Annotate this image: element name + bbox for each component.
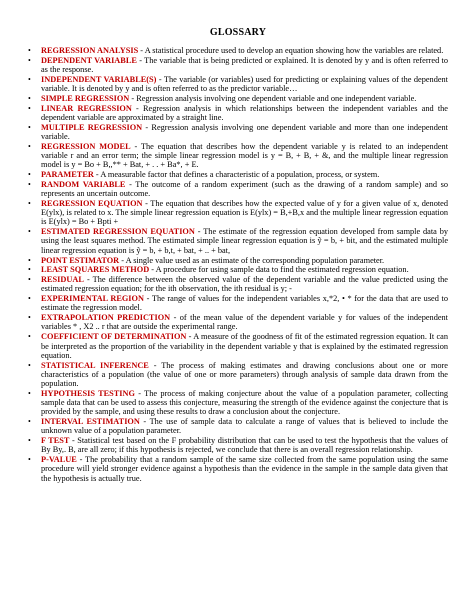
glossary-entry bbox=[28, 142, 448, 170]
glossary-term: RESIDUAL bbox=[41, 275, 84, 285]
bullet-icon: • bbox=[28, 455, 31, 465]
page-title: GLOSSARY bbox=[209, 27, 267, 38]
glossary-definition: - The estimate of the regression equation developed from sample data by using the least squares method. The estimated simple linear regression equation is ỹ = b, + bit, and the estimated multiple linear regression equation is ỹ = b, + b,t, + bat, + .. + bat, bbox=[41, 227, 449, 255]
glossary-entry bbox=[28, 180, 448, 199]
glossary-definition: - A procedure for using sample data to find the estimated regression equation. bbox=[149, 265, 409, 275]
bullet-icon: • bbox=[28, 332, 31, 342]
glossary-term: LEAST SQUARES METHOD bbox=[41, 265, 150, 275]
glossary-definition: - Statistical test based on the F probability distribution that can be used to test the hypothesis that the values of By By,. B, are all zero; if this hypothesis is rejected, we conclude that there is an overall regression relationship. bbox=[41, 436, 448, 455]
glossary-term: MULTIPLE REGRESSION bbox=[41, 122, 143, 132]
glossary-term: STATISTICAL INFERENCE bbox=[41, 360, 149, 370]
glossary-entry bbox=[28, 256, 448, 265]
glossary-entry bbox=[28, 46, 448, 55]
glossary-entry bbox=[28, 104, 448, 123]
glossary-term: LINEAR REGRESSION bbox=[41, 103, 132, 113]
glossary-entry bbox=[28, 389, 448, 417]
bullet-icon: • bbox=[28, 294, 31, 304]
glossary-term: PARAMETER bbox=[41, 170, 94, 180]
glossary-definition: - Regression analysis in which relationships between the independent variables and the dependent variable are approximated by a straight line. bbox=[41, 103, 448, 122]
bullet-icon: • bbox=[28, 93, 31, 103]
glossary-definition: - The use of sample data to calculate a range of values that is believed to include the unknown value of a population parameter. bbox=[41, 417, 448, 436]
glossary-definition: - The range of values for the independent variables x,*2, • * for the data that are used to estimate the regression model. bbox=[41, 294, 448, 313]
bullet-icon: • bbox=[28, 255, 31, 265]
bullet-icon: • bbox=[28, 198, 31, 208]
glossary-definition: - The outcome of a random experiment (such as the drawing of a random sample) and so represents an uncertain outcome. bbox=[41, 179, 448, 199]
bullet-icon: • bbox=[28, 436, 31, 446]
glossary-term: F TEST bbox=[41, 436, 70, 446]
glossary-entry bbox=[28, 199, 448, 227]
glossary-entry bbox=[28, 56, 448, 75]
glossary-definition: - A single value used as an estimate of the corresponding population parameter. bbox=[119, 255, 385, 265]
glossary-term: EXPERIMENTAL REGION bbox=[41, 294, 144, 304]
glossary-entry bbox=[28, 265, 448, 274]
glossary-term: INTERVAL ESTIMATION bbox=[41, 417, 140, 427]
glossary-entry bbox=[28, 227, 448, 255]
glossary-definition: - The process of making conjecture about the value of a population parameter, collecting sample data that can be used to assess this conjecture, measuring the strength of the evidence against the conjecture that is provided by the sample, and using these results to draw a conclusion about the conjecture. bbox=[41, 388, 448, 417]
glossary-term: P-VALUE bbox=[41, 455, 77, 465]
bullet-icon: • bbox=[28, 265, 31, 275]
glossary-definition: - A statistical procedure used to develop an equation showing how the variables are related. bbox=[138, 46, 444, 55]
glossary-entry bbox=[28, 294, 448, 313]
bullet-icon: • bbox=[28, 227, 31, 237]
bullet-icon: • bbox=[28, 55, 31, 65]
glossary-entry bbox=[28, 123, 448, 142]
glossary-term: INDEPENDENT VARIABLE(S) bbox=[41, 74, 157, 84]
glossary-entry bbox=[28, 275, 448, 294]
glossary-definition: - The equation that describes how the dependent variable y is related to an independent variable r and an error term; the simple linear regression model is y = B, + B, + &, and the multiple linear regression model is y = Bo + B,,** + Bat, + . . + Ba*, + E. bbox=[41, 141, 448, 170]
bullet-icon: • bbox=[28, 179, 31, 189]
glossary-definition: - The difference between the observed value of the dependent variable and the value predicted using the estimated regression equation; for the ith observation, the ith residual is y; - bbox=[41, 275, 448, 294]
bullet-icon: • bbox=[28, 360, 31, 370]
bullet-icon: • bbox=[28, 74, 31, 84]
glossary-entry bbox=[28, 361, 448, 389]
glossary-definition: - The probability that a random sample of the same size collected from the same population using the same procedure will yield stronger evidence against a hypothesis than the evidence in the sample in the sample data given that the hypothesis is actually true. bbox=[41, 455, 448, 483]
glossary-definition: - The variable that is being predicted or explained. It is denoted by y and is often referred to as the response. bbox=[41, 55, 448, 75]
bullet-icon: • bbox=[28, 313, 31, 323]
bullet-icon: • bbox=[28, 417, 31, 427]
glossary-term: DEPENDENT VARIABLE bbox=[41, 55, 137, 65]
glossary-term: HYPOTHESIS TESTING bbox=[41, 388, 135, 398]
glossary-definition: - Regression analysis involving one dependent variable and one independent variable. bbox=[129, 93, 417, 103]
bullet-icon: • bbox=[28, 388, 31, 398]
bullet-icon: • bbox=[28, 170, 31, 180]
glossary-entry bbox=[28, 455, 448, 483]
glossary-entry bbox=[28, 313, 448, 332]
glossary-entry bbox=[28, 75, 448, 94]
glossary-entry bbox=[28, 332, 448, 360]
glossary-definition: - of the mean value of the dependent variable y for values of the independent variables * , X2 .. r that are outside the experimental range. bbox=[41, 313, 448, 332]
glossary-term: RANDOM VARIABLE bbox=[41, 179, 126, 189]
glossary-definition: - A measurable factor that defines a characteristic of a population, process, or system. bbox=[93, 170, 380, 180]
glossary-term: REGRESSION EQUATION bbox=[41, 198, 143, 208]
bullet-icon: • bbox=[28, 103, 31, 113]
glossary-entry bbox=[28, 417, 448, 436]
bullet-icon: • bbox=[28, 141, 31, 151]
glossary-list bbox=[28, 46, 448, 483]
bullet-icon: • bbox=[28, 275, 31, 285]
glossary-term: POINT ESTIMATOR bbox=[41, 255, 120, 265]
bullet-icon: • bbox=[28, 46, 31, 55]
glossary-term: ESTIMATED REGRESSION EQUATION bbox=[41, 227, 195, 237]
glossary-term: SIMPLE REGRESSION bbox=[41, 93, 130, 103]
glossary-term: EXTRAPOLATION PREDICTION bbox=[41, 313, 171, 323]
glossary-term: REGRESSION MODEL bbox=[41, 141, 131, 151]
glossary-entry bbox=[28, 436, 448, 455]
glossary-definition: - The variable (or variables) used for predicting or explaining values of the dependent variable. It is denoted by y and is often referred to as the predictor variable… bbox=[41, 74, 448, 94]
glossary-definition: - A measure of the goodness of fit of the estimated regression equation. It can be interpreted as the proportion of the variability in the dependent variable y that is explained by the estimated regression equation. bbox=[41, 332, 448, 360]
glossary-entry bbox=[28, 170, 448, 179]
glossary-definition: - Regression analysis involving one dependent variable and more than one independent variable. bbox=[41, 122, 448, 141]
glossary-term: COEFFICIENT OF DETERMINATION bbox=[41, 332, 187, 342]
glossary-term: REGRESSION ANALYSIS bbox=[41, 46, 139, 55]
glossary-definition: - The process of making estimates and drawing conclusions about one or more characteristics of a population (the value of one or more parameters) through analysis of sample data drawn from the population. bbox=[41, 360, 448, 389]
glossary-definition: - The equation that describes how the expected value of y for a given value of x, denoted E(ylx), is related to x. The simple linear regression equation is E(ylx) = B,+B,x and the multiple linear regression equation is E(ylx) = Bo + Bpti + bbox=[41, 198, 448, 227]
glossary-entry bbox=[28, 94, 448, 103]
bullet-icon: • bbox=[28, 122, 31, 132]
